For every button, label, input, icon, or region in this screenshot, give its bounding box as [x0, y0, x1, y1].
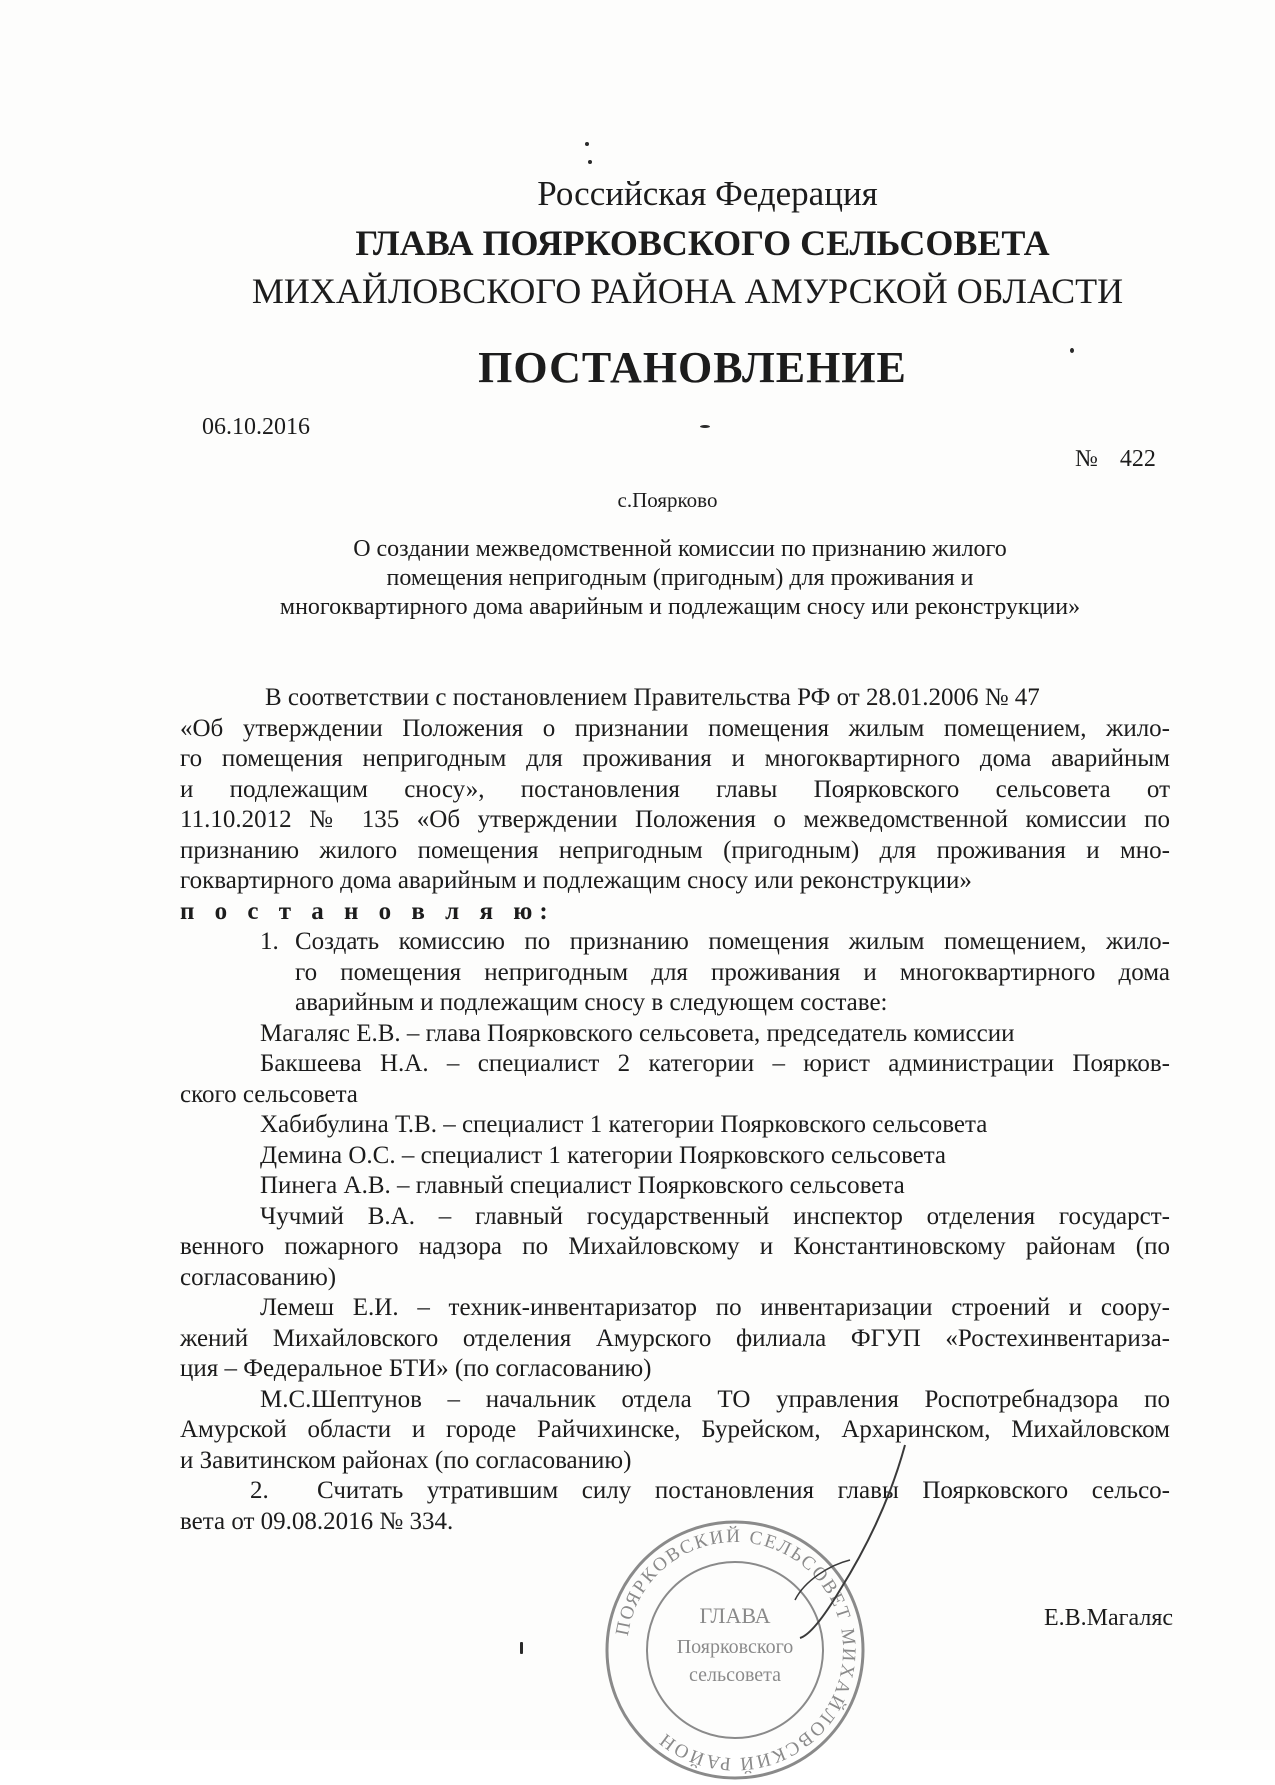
subject-line: О создании межведомственной комиссии по признанию жилого: [353, 536, 1007, 562]
document-date: 06.10.2016: [202, 414, 310, 440]
member-line: Бакшеева Н.А. – специалист 2 категории – юрист администрации Поярков-: [260, 1050, 1170, 1077]
signatory-name: Е.В.Магаляс: [1044, 1605, 1174, 1631]
document-subject: [220, 535, 1140, 622]
member-line: и Завитинском районах (по согласованию): [180, 1446, 632, 1474]
item-1-line: аварийным и подлежащим сносу в следующем составе:: [295, 989, 888, 1016]
scan-speck: [588, 160, 592, 164]
item-2-line: Считать утратившим силу постановления главы Поярковского сельсо-: [317, 1477, 1170, 1504]
member-line: венного пожарного надзора по Михайловскому и Константиновскому районам (по: [180, 1233, 1170, 1260]
header-country: Российская Федерация: [537, 174, 878, 213]
document-number: [1075, 446, 1156, 473]
scan-speck: [520, 1642, 523, 1654]
stamp-ring-text: ПОЯРКОВСКИЙ СЕЛЬСОВЕТ МИХАЙЛОВСКИЙ РАЙОН: [611, 1525, 860, 1775]
subject-line: помещения непригодным (пригодным) для проживания и: [386, 565, 974, 591]
scan-speck: [585, 142, 589, 146]
member-line: Лемеш Е.И. – техник-инвентаризатор по инвентаризации строений и соору-: [260, 1294, 1170, 1321]
item-2: [180, 1476, 1170, 1507]
item-1-line: Создать комиссию по признанию помещения жилым помещением, жило-: [295, 928, 1170, 955]
stamp-line-2: Поярковского: [676, 1636, 794, 1658]
member-line: жений Михайловского отделения Амурского филиала ФГУП «Ростехинвентариза-: [180, 1324, 1170, 1352]
scan-speck: [700, 425, 710, 428]
preamble-line: и подлежащим сносу», постановления главы Поярковского сельсовета от: [180, 775, 1170, 803]
preamble-line: 11.10.2012 № 135 «Об утверждении Положения о межведомственной комиссии по: [180, 806, 1170, 833]
number-sign: №: [1075, 446, 1098, 472]
preamble-line: гоквартирного дома аварийным и подлежащим сносу или реконструкции»: [180, 867, 972, 894]
item-1-line: го помещения непригодным для проживания и многоквартирного дома: [295, 958, 1170, 986]
signature-stroke: [795, 1560, 850, 1600]
preamble-line: го помещения непригодным для проживания и многоквартирного дома аварийным: [180, 745, 1170, 772]
document-place: с.Поярково: [617, 488, 718, 512]
member-line: Хабибулина Т.В. – специалист 1 категории Поярковского сельсовета: [260, 1111, 988, 1138]
handwritten-signature: [700, 1440, 930, 1640]
member-line: ского сельсовета: [180, 1080, 358, 1108]
stamp-line-3: сельсовета: [688, 1664, 782, 1686]
subject-line: многоквартирного дома аварийным и подлежащим сносу или реконструкции»: [279, 594, 1081, 620]
header-district: МИХАЙЛОВСКОГО РАЙОНА АМУРСКОЙ ОБЛАСТИ: [251, 271, 1124, 311]
member-line: Чучмий В.А. – главный государственный инспектор отделения государст-: [260, 1202, 1170, 1230]
member-line: Демина О.С. – специалист 1 категории Поярковского сельсовета: [260, 1141, 947, 1169]
item-1-number: 1.: [260, 928, 279, 955]
preamble-line: В соответствии с постановлением Правительства РФ от 28.01.2006 № 47: [265, 684, 1040, 711]
item-2-number: 2.: [250, 1477, 269, 1504]
stamp-line-1: ГЛАВА: [699, 1603, 771, 1628]
member-line: Амурской области и городе Райчихинске, Бурейском, Архаринском, Михайловском: [180, 1416, 1170, 1443]
scan-speck: [1070, 348, 1074, 353]
signature-stroke: [800, 1445, 905, 1638]
number-value: 422: [1119, 446, 1156, 472]
preamble-line: «Об утверждении Положения о признании помещения жилым помещением, жило-: [180, 714, 1170, 742]
member-line: ция – Федеральное БТИ» (по согласованию): [180, 1355, 652, 1382]
preamble-line: признанию жилого помещения непригодным (пригодным) для проживания и мно-: [180, 836, 1170, 864]
member-line: М.С.Шептунов – начальник отдела ТО управления Роспотребнадзора по: [260, 1385, 1170, 1413]
item-2-line: вета от 09.08.2016 № 334.: [180, 1507, 454, 1535]
member-line: согласованию): [180, 1263, 337, 1291]
decree-word: п о с т а н о в л я ю:: [180, 897, 555, 925]
member-line: Пинега А.В. – главный специалист Поярковского сельсовета: [260, 1172, 905, 1199]
document-body: [180, 683, 1170, 1537]
member-line: Магаляс Е.В. – глава Поярковского сельсовета, председатель комиссии: [260, 1019, 1015, 1047]
header-head: ГЛАВА ПОЯРКОВСКОГО СЕЛЬСОВЕТА: [355, 223, 1050, 263]
document-title: ПОСТАНОВЛЕНИЕ: [478, 343, 907, 392]
item-1: [180, 927, 1170, 1019]
